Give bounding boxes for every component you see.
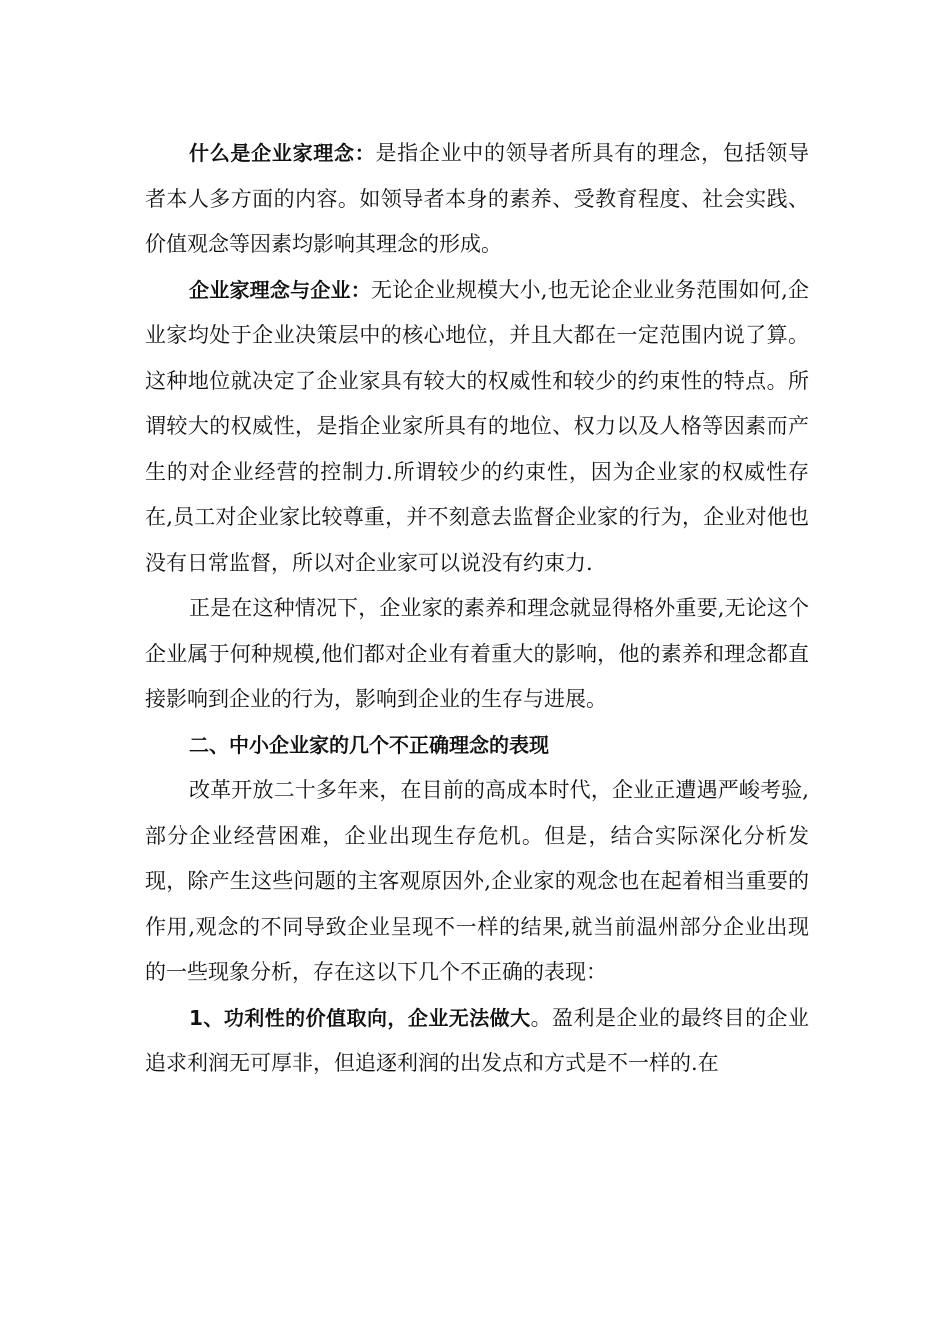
paragraph-lead-point-1: 1、功利性的价值取向，企业无法做大	[189, 1005, 531, 1030]
paragraph-text-importance: 正是在这种情况下，企业家的素养和理念就显得格外重要,无论这个企业属于何种规模,他们都对企业有着重大的影响，他的素养和理念都直接影响到企业的行为，影响到企业的生存与进展。	[145, 596, 809, 711]
paragraph-definition	[145, 131, 809, 268]
paragraph-text-definition: 是指企业中的领导者所具有的理念，包括领导者本人多方面的内容。如领导者本身的素养、受教育程度、社会实践、价值观念等因素均影响其理念的形成。	[145, 141, 810, 256]
paragraph-text-point-1: 。盈利是企业的最终目的企业追求利润无可厚非，但追逐利润的出发点和方式是不一样的.在	[145, 1005, 810, 1075]
paragraph-text-reform: 改革开放二十多年来，在目前的高成本时代，企业正遭遇严峻考验,部分企业经营困难，企业出现生存危机。但是，结合实际深化分析发现，除产生这些问题的主客观原因外,企业家的观念也在起着相当重要的作用,观念的不同导致企业呈现不一样的结果,就当前温州部分企业出现的一些现象分析，存在这以下几个不正确的表现：	[145, 778, 809, 984]
paragraph-lead-definition: 什么是企业家理念：	[189, 141, 376, 165]
paragraph-reform	[145, 768, 809, 996]
paragraph-text-entrepreneur-and-enterprise: 无论企业规模大小,也无论企业业务范围如何,企业家均处于企业决策层中的核心地位，并且大都在一定范围内说了算。这种地位就决定了企业家具有较大的权威性和较少的约束性的特点。所谓较大的权威性，是指企业家所具有的地位、权力以及人格等因素而产生的对企业经营的控制力.所谓较少的约束性，因为企业家的权威性存在,员工对企业家比较尊重，并不刻意去监督企业家的行为，企业对他也没有日常监督，所以对企业家可以说没有约束力.	[145, 277, 809, 575]
document-body	[145, 131, 809, 1087]
paragraph-lead-entrepreneur-and-enterprise: 企业家理念与企业：	[189, 277, 371, 302]
paragraph-point-1	[145, 996, 809, 1087]
paragraph-importance	[145, 586, 809, 723]
section-heading-2: 二、中小企业家的几个不正确理念的表现	[189, 732, 549, 757]
paragraph-entrepreneur-and-enterprise	[145, 268, 809, 587]
